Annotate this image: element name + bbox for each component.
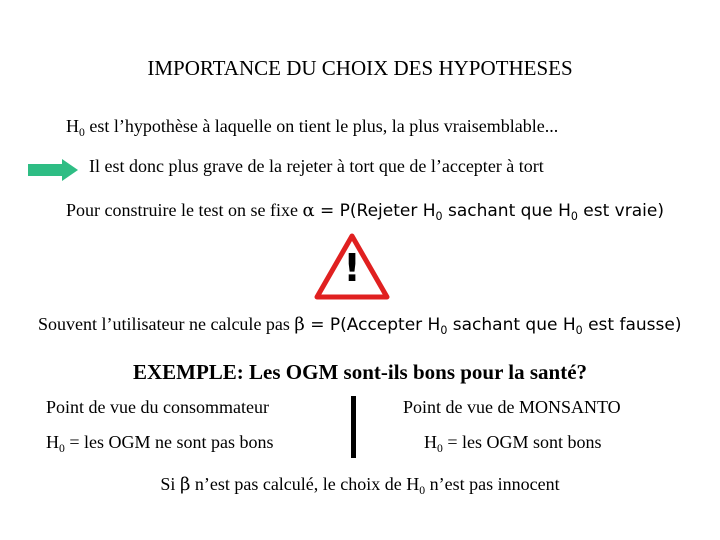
alpha-definition: Pour construire le test on se fixe α = P(Rejeter $H_0$ sachant que $H_0$ est vraie): [66, 200, 664, 223]
beta-definition: Souvent l’utilisateur ne calcule pas β = P(Accepter $H_0$ sachant que $H_0$ est fausse): [38, 314, 682, 337]
example-title: EXEMPLE: Les OGM sont-ils bons pour la santé?: [132, 360, 588, 384]
right-arrow-icon: [28, 156, 80, 184]
column-divider: [351, 396, 356, 458]
page-title: IMPORTANCE DU CHOIX DES HYPOTHESES: [147, 56, 573, 80]
right-column-header: Point de vue de MONSANTO: [403, 397, 621, 417]
warning-icon: [314, 232, 390, 300]
left-column-header: Point de vue du consommateur: [46, 397, 269, 417]
conclusion-text: Si β n’est pas calculé, le choix de $H_0$ n’est pas innocent: [160, 474, 560, 498]
right-column-hypothesis: $H_0$ = les OGM sont bons: [424, 432, 602, 456]
warning-exclamation: !: [343, 246, 361, 290]
consequence-text: Il est donc plus grave de la rejeter à tort que de l’accepter à tort: [89, 156, 544, 176]
h0-definition: $H_0$ est l’hypothèse à laquelle on tient le plus, la plus vraisemblable...: [66, 116, 559, 140]
left-column-hypothesis: $H_0$ = les OGM ne sont pas bons: [46, 432, 274, 456]
